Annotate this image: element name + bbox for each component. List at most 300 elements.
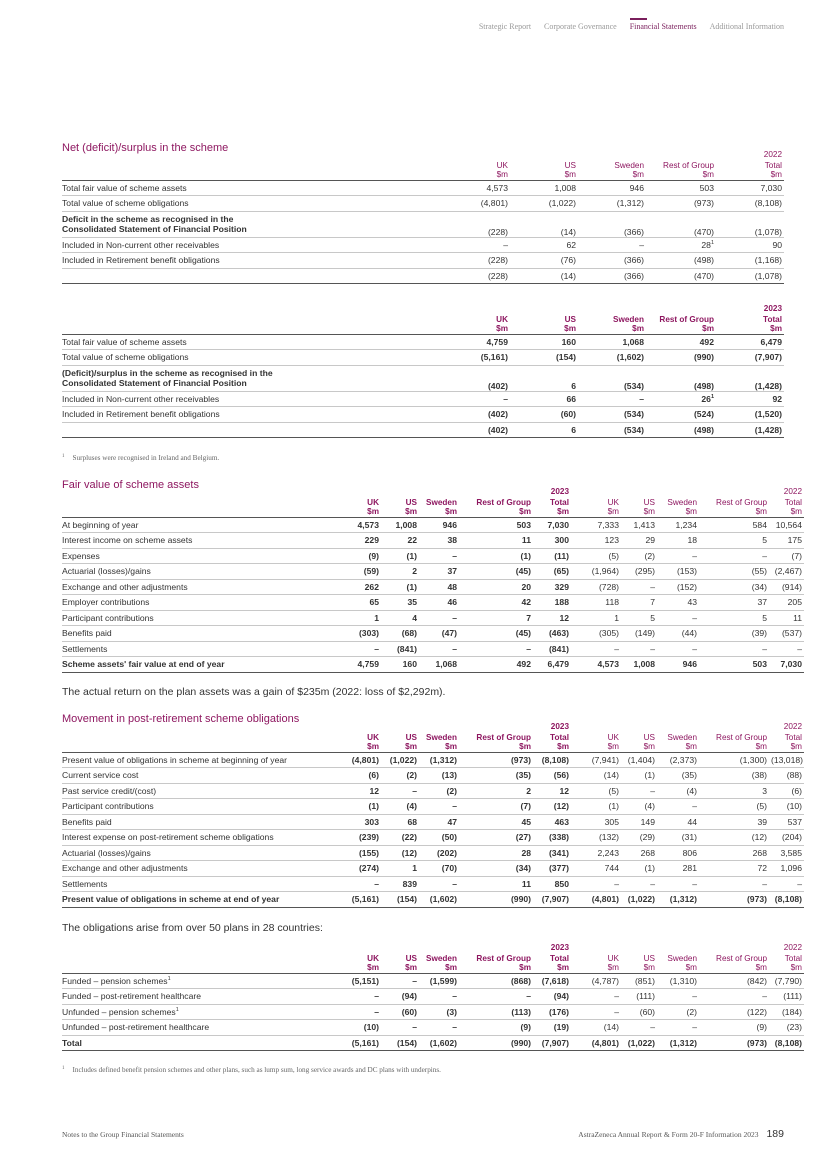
column-header-name: US: [405, 953, 417, 963]
row-label-text: Total fair value of scheme assets: [62, 182, 187, 193]
table-row: [62, 196, 784, 212]
cell-value-text: (228): [487, 226, 508, 237]
cell-value: 303: [321, 814, 381, 830]
column-header: [510, 160, 578, 180]
cell-value: –: [657, 548, 699, 564]
cell-value: (303): [321, 626, 381, 642]
cell-value: 3: [699, 783, 769, 799]
cell-value-text: (1,168): [754, 255, 782, 266]
cell-value: 72: [699, 861, 769, 877]
cell-value: (7,618): [533, 973, 571, 989]
column-header: [769, 732, 804, 752]
nav-financial-statements[interactable]: Financial Statements: [629, 22, 697, 31]
column-header: [533, 953, 571, 973]
cell-value-text: 7,030: [760, 182, 782, 193]
cell-value-text: (1,428): [754, 380, 782, 391]
row-label: [62, 211, 440, 237]
column-header-name: UK: [367, 732, 379, 742]
cell-value: (155): [321, 845, 381, 861]
row-label-text: Benefits paid: [62, 816, 112, 827]
year-spacer: [419, 941, 459, 953]
cell-value: (184): [769, 1004, 804, 1020]
column-header-name: Rest of Group: [716, 953, 767, 963]
row-label: [62, 253, 440, 269]
cell-value: [510, 334, 578, 350]
cell-value: (4,801): [571, 1035, 621, 1051]
cell-value: 12: [321, 783, 381, 799]
cell-value-text: (154): [555, 352, 576, 363]
cell-value-text: –: [503, 393, 508, 404]
cell-value: (239): [321, 830, 381, 846]
cell-value: (6): [769, 783, 804, 799]
year-spacer: [321, 485, 381, 497]
column-header-name: Rest of Group: [476, 497, 531, 507]
cell-value: (973): [699, 892, 769, 908]
row-label: [62, 657, 321, 673]
cell-value: 22: [381, 533, 419, 549]
cell-value: 1,096: [769, 861, 804, 877]
cell-value: [716, 334, 784, 350]
cell-value-text: 1,008: [554, 182, 576, 193]
year-spacer: [459, 720, 533, 732]
column-header-unit: $m: [445, 506, 457, 516]
cell-value: (5): [571, 783, 621, 799]
cell-value: –: [419, 989, 459, 1005]
column-header-unit: $m: [496, 323, 508, 333]
year-spacer: [62, 148, 440, 160]
cell-value: 4,573: [321, 517, 381, 533]
cell-value: 2,243: [571, 845, 621, 861]
column-header-name: Rest of Group: [716, 732, 767, 742]
year-spacer: [621, 485, 657, 497]
table-row: [62, 876, 804, 892]
cell-value: (34): [459, 861, 533, 877]
cell-value: (842): [699, 973, 769, 989]
row-label: [62, 334, 440, 350]
cell-value: 744: [571, 861, 621, 877]
table-row: [62, 422, 784, 438]
cell-value: [646, 391, 716, 407]
column-header-unit: $m: [519, 506, 531, 516]
cell-value: 160: [381, 657, 419, 673]
cell-value: 305: [571, 814, 621, 830]
row-label-text: Benefits paid: [62, 628, 112, 639]
column-header: [716, 160, 784, 180]
row-label: [62, 973, 321, 989]
row-label: [62, 1004, 321, 1020]
column-header: [657, 497, 699, 517]
cell-value: (7): [769, 548, 804, 564]
cell-value: 45: [459, 814, 533, 830]
cell-value: [646, 253, 716, 269]
cell-value: –: [321, 989, 381, 1005]
column-header: [578, 314, 646, 334]
cell-value-text: (1,520): [754, 409, 782, 420]
column-header-unit: $m: [790, 741, 802, 751]
column-header-unit: $m: [685, 962, 697, 972]
row-label-text: Interest income on scheme assets: [62, 535, 193, 546]
column-header-name: US: [564, 160, 576, 170]
cell-value: (1,022): [381, 752, 419, 768]
column-header-name: Total: [764, 160, 782, 170]
row-label-text: Included in Retirement benefit obligations: [62, 409, 220, 420]
column-header-unit: $m: [755, 741, 767, 751]
row-label: [62, 783, 321, 799]
row-label: [62, 1035, 321, 1051]
row-label: [62, 861, 321, 877]
cell-value-text: (534): [623, 380, 644, 391]
cell-value: [440, 180, 510, 196]
year-label-2023: 2023: [550, 487, 569, 496]
column-header-unit: $m: [496, 169, 508, 179]
cell-value: 7: [621, 595, 657, 611]
cell-value: 68: [381, 814, 419, 830]
table-row: [62, 350, 784, 366]
cell-value: [440, 391, 510, 407]
cell-value: –: [381, 973, 419, 989]
year-spacer: [321, 720, 381, 732]
column-header-unit: $m: [632, 169, 644, 179]
footnote-text: Surpluses were recognised in Ireland and Belgium.: [72, 454, 220, 462]
cell-value-text: (8,108): [754, 198, 782, 209]
column-header-name: Sweden: [667, 953, 697, 963]
cell-value: [578, 253, 646, 269]
table-row: [62, 783, 804, 799]
column-header: [621, 497, 657, 517]
cell-value: (5,161): [321, 1035, 381, 1051]
footnote-ref: 1: [167, 975, 171, 982]
cell-value: [578, 407, 646, 423]
cell-value-text: (60): [560, 409, 576, 420]
cell-value: (2): [657, 1004, 699, 1020]
year-label-2022: 2022: [783, 722, 802, 731]
cell-value: (202): [419, 845, 459, 861]
row-label: [62, 892, 321, 908]
cell-value: (5,161): [321, 892, 381, 908]
column-header-name: UK: [367, 953, 379, 963]
cell-value-text: (402): [487, 380, 508, 391]
column-header-name: US: [405, 732, 417, 742]
cell-value: 4,573: [571, 657, 621, 673]
cell-value: 48: [419, 579, 459, 595]
column-header-name: Rest of Group: [716, 497, 767, 507]
column-header-unit: $m: [607, 741, 619, 751]
cell-value: [578, 268, 646, 284]
cell-value: (68): [381, 626, 419, 642]
column-header-unit: $m: [367, 506, 379, 516]
column-header: [657, 953, 699, 973]
cell-value: [716, 391, 784, 407]
net-surplus-2022-table: [62, 148, 784, 284]
cell-value: (113): [459, 1004, 533, 1020]
cell-value: –: [657, 641, 699, 657]
cell-value: 123: [571, 533, 621, 549]
cell-value: 11: [459, 533, 533, 549]
cell-value: –: [699, 989, 769, 1005]
table-row: [62, 641, 804, 657]
column-header: [571, 953, 621, 973]
cell-value: –: [621, 876, 657, 892]
cell-value: (463): [533, 626, 571, 642]
year-spacer: [621, 941, 657, 953]
cell-value: 65: [321, 595, 381, 611]
column-header-unit: $m: [643, 506, 655, 516]
column-header-name: UK: [607, 732, 619, 742]
table-row: [62, 579, 804, 595]
cell-value-text: 4,759: [486, 336, 508, 347]
cell-value-text: (534): [623, 409, 644, 420]
table-row: [62, 768, 804, 784]
year-spacer: [419, 485, 459, 497]
row-label: [62, 768, 321, 784]
cell-value: (4): [621, 799, 657, 815]
column-header: [440, 160, 510, 180]
cell-value: (1,599): [419, 973, 459, 989]
cell-value: 28: [459, 845, 533, 861]
cell-value: 4: [381, 610, 419, 626]
cell-value: –: [381, 1020, 419, 1036]
row-label-text: Unfunded – pension schemes: [62, 1006, 176, 1017]
column-header-unit: $m: [445, 741, 457, 751]
nav-strategic-report[interactable]: Strategic Report: [478, 22, 532, 31]
cell-value: [440, 253, 510, 269]
header-spacer: [62, 497, 321, 517]
column-header-unit: $m: [790, 506, 802, 516]
column-header: [571, 732, 621, 752]
cell-value: [440, 422, 510, 438]
column-header: [321, 497, 381, 517]
cell-value-text: 66: [566, 393, 576, 404]
cell-value: (8,108): [533, 752, 571, 768]
cell-value: (55): [699, 564, 769, 580]
fair-value-table: [62, 485, 804, 673]
table-row: [62, 334, 784, 350]
cell-value: (12): [699, 830, 769, 846]
cell-value: [578, 211, 646, 237]
column-header: [440, 314, 510, 334]
column-header-name: UK: [607, 497, 619, 507]
cell-value: (8,108): [769, 892, 804, 908]
cell-value: [510, 237, 578, 253]
cell-value-text: (1,078): [754, 226, 782, 237]
cell-value: –: [419, 876, 459, 892]
cell-value-text: 90: [772, 239, 782, 250]
column-header-name: Sweden: [613, 314, 644, 324]
cell-value: 5: [699, 610, 769, 626]
row-label: [62, 989, 321, 1005]
row-label-text: Deficit in the scheme as recognised in the: [62, 214, 234, 224]
cell-value: (65): [533, 564, 571, 580]
net-surplus-title: Net (deficit)/surplus in the scheme: [62, 142, 229, 154]
year-spacer: [510, 302, 578, 314]
column-header-unit: $m: [367, 962, 379, 972]
cell-value: (7,907): [533, 1035, 571, 1051]
year-spacer: [510, 148, 578, 160]
cell-value: (1,312): [657, 1035, 699, 1051]
table-row: [62, 799, 804, 815]
row-label-text: Current service cost: [62, 770, 139, 781]
cell-value: 5: [699, 533, 769, 549]
cell-value: (1,022): [621, 1035, 657, 1051]
year-label-2023: 2023: [550, 943, 569, 952]
cell-value: 300: [533, 533, 571, 549]
table-row: [62, 564, 804, 580]
column-header: [769, 497, 804, 517]
cell-value: 4,759: [321, 657, 381, 673]
row-label: [62, 180, 440, 196]
column-header: [533, 732, 571, 752]
cell-value: [646, 211, 716, 237]
row-label-text: Total value of scheme obligations: [62, 352, 189, 363]
column-header-name: Sweden: [667, 497, 697, 507]
total-row: [62, 1035, 804, 1051]
plans-breakdown-table: [62, 941, 804, 1051]
cell-value: –: [321, 1004, 381, 1020]
cell-value: (973): [699, 1035, 769, 1051]
row-label: [62, 196, 440, 212]
cell-value: (153): [657, 564, 699, 580]
column-header-unit: $m: [643, 741, 655, 751]
cell-value: (728): [571, 579, 621, 595]
cell-value-text: (990): [693, 352, 714, 363]
cell-value: 7: [459, 610, 533, 626]
cell-value: [716, 180, 784, 196]
cell-value: (39): [699, 626, 769, 642]
column-header: [321, 732, 381, 752]
cell-value: 503: [459, 517, 533, 533]
row-label-text-line2: Consolidated Statement of Financial Position: [62, 378, 247, 388]
cell-value: [578, 350, 646, 366]
cell-value: [646, 237, 716, 253]
cell-value: (132): [571, 830, 621, 846]
footnote-surpluses: [62, 454, 219, 462]
cell-value: [440, 365, 510, 391]
fair-value-title: Fair value of scheme assets: [62, 479, 199, 491]
cell-value: –: [657, 1020, 699, 1036]
column-header-unit: $m: [755, 962, 767, 972]
year-spacer: [571, 485, 621, 497]
nav-corporate-governance[interactable]: Corporate Governance: [544, 22, 617, 31]
cell-value: (9): [459, 1020, 533, 1036]
cell-value: (27): [459, 830, 533, 846]
cell-value: (973): [459, 752, 533, 768]
cell-value: [646, 334, 716, 350]
cell-value: 5: [621, 610, 657, 626]
cell-value: 281: [657, 861, 699, 877]
cell-value: –: [657, 876, 699, 892]
table-row: [62, 407, 784, 423]
cell-value: 2: [381, 564, 419, 580]
year-spacer: [578, 302, 646, 314]
cell-value-text: (470): [693, 270, 714, 281]
year-spacer: [459, 941, 533, 953]
cell-value: 1: [321, 610, 381, 626]
total-row: [62, 892, 804, 908]
table-row: [62, 626, 804, 642]
movement-title: Movement in post-retirement scheme obligations: [62, 713, 300, 725]
cell-value: 946: [657, 657, 699, 673]
cell-value: [716, 350, 784, 366]
cell-value: 11: [769, 610, 804, 626]
cell-value: (10): [769, 799, 804, 815]
cell-value-text: (1,602): [616, 352, 644, 363]
year-spacer: [699, 941, 769, 953]
cell-value: (377): [533, 861, 571, 877]
cell-value: [716, 407, 784, 423]
column-header-name: Rest of Group: [659, 314, 714, 324]
cell-value: (7,790): [769, 973, 804, 989]
cell-value: [646, 407, 716, 423]
year-label: 2022: [763, 150, 782, 159]
cell-value: (45): [459, 626, 533, 642]
cell-value: 839: [381, 876, 419, 892]
column-header-name: Sweden: [426, 497, 457, 507]
row-label: [62, 1020, 321, 1036]
cell-value-text: 6: [571, 424, 576, 435]
cell-value: (868): [459, 973, 533, 989]
cell-value: [716, 268, 784, 284]
cell-value: [716, 196, 784, 212]
cell-value: 188: [533, 595, 571, 611]
cell-value: (1): [381, 548, 419, 564]
cell-value: (1): [321, 799, 381, 815]
cell-value: 6,479: [533, 657, 571, 673]
cell-value: (154): [381, 892, 419, 908]
cell-value: (29): [621, 830, 657, 846]
cell-value: (35): [459, 768, 533, 784]
table-row: [62, 211, 784, 237]
cell-value-text: (402): [487, 409, 508, 420]
cell-value: [646, 180, 716, 196]
cell-value: 12: [533, 610, 571, 626]
table-row: [62, 253, 784, 269]
year-spacer: [571, 941, 621, 953]
cell-value: (7): [459, 799, 533, 815]
cell-value: (59): [321, 564, 381, 580]
cell-value: –: [621, 1020, 657, 1036]
column-header: [646, 160, 716, 180]
column-header-name: US: [643, 497, 655, 507]
year-spacer: [646, 302, 716, 314]
cell-value: [646, 196, 716, 212]
cell-value: 537: [769, 814, 804, 830]
cell-value: –: [419, 799, 459, 815]
cell-value: –: [459, 989, 533, 1005]
cell-value: (19): [533, 1020, 571, 1036]
nav-additional-information[interactable]: Additional Information: [709, 22, 784, 31]
cell-value: 20: [459, 579, 533, 595]
cell-value: (60): [381, 1004, 419, 1020]
column-header: [459, 732, 533, 752]
row-label: [62, 876, 321, 892]
cell-value: (1): [571, 799, 621, 815]
plans-statement: The obligations arise from over 50 plans in 28 countries:: [62, 922, 323, 934]
footer-section-name: Notes to the Group Financial Statements: [62, 1130, 184, 1139]
year-spacer: [440, 302, 510, 314]
cell-value: [578, 180, 646, 196]
column-header-unit: $m: [405, 506, 417, 516]
column-header: [381, 953, 419, 973]
cell-value: (990): [459, 892, 533, 908]
cell-value: (841): [381, 641, 419, 657]
cell-value: [510, 407, 578, 423]
cell-value: (149): [621, 626, 657, 642]
top-navigation: [479, 22, 784, 31]
cell-value: 1,413: [621, 517, 657, 533]
table-row: [62, 365, 784, 391]
cell-value-text: 92: [772, 393, 782, 404]
table-row: [62, 595, 804, 611]
